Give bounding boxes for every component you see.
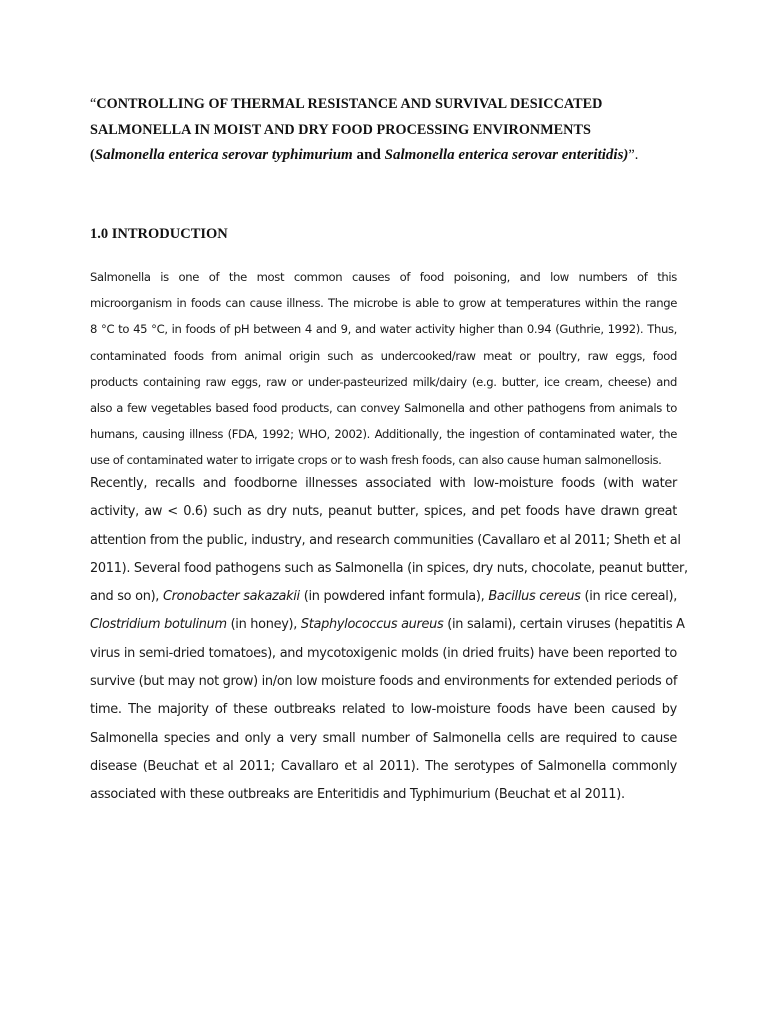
text-segment: (in honey), xyxy=(226,617,301,633)
title-serovar-enteritidis: Salmonella enterica serovar enteritidis) xyxy=(384,147,629,163)
paragraph-1-line: use of contaminated water to irrigate crops or to wash fresh foods, can also cause human salmonellosis. xyxy=(90,453,662,468)
paragraph-2-line: activity, aw < 0.6) such as dry nuts, peanut butter, spices, and pet foods have drawn great xyxy=(90,504,677,520)
paragraph-2-line: Salmonella species and only a very small number of Salmonella cells are required to cause xyxy=(90,730,677,746)
paragraph-1-line: products containing raw eggs, raw or under-pasteurized milk/dairy (e.g. butter, ice cream, cheese) and xyxy=(90,374,677,389)
title-open-quote: “ xyxy=(90,96,97,112)
paragraph-2-line: survive (but may not grow) in/on low moisture foods and environments for extended periods of xyxy=(90,674,678,690)
paragraph-2-line xyxy=(90,611,685,639)
text-segment: (in rice cereal), xyxy=(580,589,677,605)
paragraph-1-line: microorganism in foods can cause illness. The microbe is able to grow at temperatures within the range xyxy=(90,296,677,311)
paragraph-2-line: virus in semi-dried tomatoes), and mycotoxigenic molds (in dried fruits) have been reported to xyxy=(90,645,677,661)
paragraph-2-line: attention from the public, industry, and research communities (Cavallaro et al 2011; Sheth et al xyxy=(90,532,681,548)
paragraph-2-line: Recently, recalls and foodborne illnesses associated with low-moisture foods (with water xyxy=(90,476,677,491)
title-serovar-typhimurium: Salmonella enterica serovar typhimurium xyxy=(94,147,353,163)
paragraph-2-line: 2011). Several food pathogens such as Salmonella (in spices, dry nuts, chocolate, peanut butter, xyxy=(90,560,688,576)
text-segment: (in powdered infant formula), xyxy=(299,589,489,605)
paragraph-1-line: 8 °C to 45 °C, in foods of pH between 4 and 9, and water activity higher than 0.94 (Guthrie, 1992). Thus, xyxy=(90,322,677,337)
organism-name: Cronobacter sakazakii xyxy=(162,589,300,605)
paragraph-1 xyxy=(90,264,677,474)
paragraph-2-line: time. The majority of these outbreaks related to low-moisture foods have been caused by xyxy=(90,702,677,718)
title-line-1 xyxy=(90,92,690,118)
title-line-2: SALMONELLA IN MOIST AND DRY FOOD PROCESSING ENVIRONMENTS xyxy=(90,121,591,138)
paragraph-2-line: associated with these outbreaks are Enteritidis and Typhimurium (Beuchat et al 2011). xyxy=(90,787,625,803)
paragraph-1-line: contaminated foods from animal origin such as undercooked/raw meat or poultry, raw eggs, food xyxy=(90,348,677,363)
paragraph-2-line: disease (Beuchat et al 2011; Cavallaro et al 2011). The serotypes of Salmonella commonly xyxy=(90,758,677,774)
section-heading-introduction: 1.0 INTRODUCTION xyxy=(90,226,228,242)
title-line-3 xyxy=(90,143,690,169)
paragraph-2 xyxy=(90,470,688,810)
paragraph-1-line: humans, causing illness (FDA, 1992; WHO, 2002). Additionally, the ingestion of contaminated water, the xyxy=(90,427,677,442)
title-and: and xyxy=(352,147,385,163)
paragraph-1-line: also a few vegetables based food products, can convey Salmonella and other pathogens from animals to xyxy=(90,401,677,416)
organism-name: Staphylococcus aureus xyxy=(300,617,444,633)
title-close-quote: ”. xyxy=(628,147,639,163)
text-segment: and so on), xyxy=(90,589,163,605)
title-open-paren: ( xyxy=(90,147,95,163)
paragraph-1-line: Salmonella is one of the most common causes of food poisoning, and low numbers of this xyxy=(90,270,677,284)
title-line-1-text: CONTROLLING OF THERMAL RESISTANCE AND SURVIVAL DESICCATED xyxy=(96,96,603,112)
paragraph-2-line xyxy=(90,583,677,611)
text-segment: (in salami), certain viruses (hepatitis A xyxy=(443,617,685,633)
organism-name: Bacillus cereus xyxy=(488,589,581,605)
document-title xyxy=(90,92,690,169)
organism-name: Clostridium botulinum xyxy=(90,617,227,633)
